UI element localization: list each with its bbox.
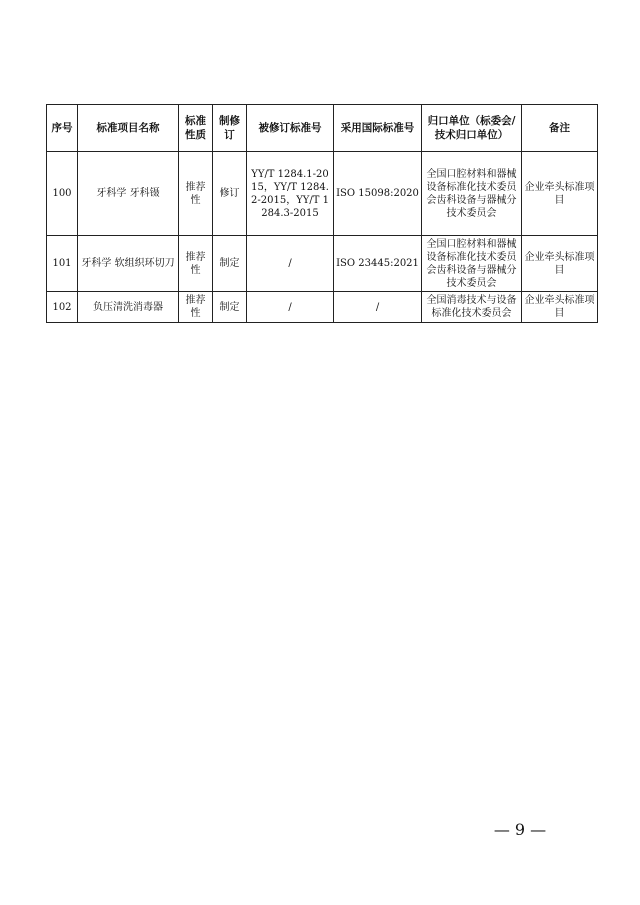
table-header-row xyxy=(47,105,598,152)
table-row xyxy=(47,236,598,292)
header-international-standard: 采用国际标准号 xyxy=(334,105,422,152)
cell-serial-no: 102 xyxy=(47,292,78,323)
cell-revised-standard: / xyxy=(247,236,334,292)
header-standard-nature: 标准性质 xyxy=(179,105,213,152)
cell-note: 企业牵头标准项目 xyxy=(522,236,598,292)
cell-standard-nature: 推荐性 xyxy=(179,236,213,292)
cell-serial-no: 100 xyxy=(47,152,78,236)
header-responsible-unit: 归口单位（标委会/技术归口单位） xyxy=(422,105,522,152)
header-serial-no: 序号 xyxy=(47,105,78,152)
table-row xyxy=(47,152,598,236)
page-number: — 9 — xyxy=(493,820,547,839)
cell-note: 企业牵头标准项目 xyxy=(522,292,598,323)
standards-table xyxy=(46,104,598,323)
cell-responsible-unit: 全国口腔材料和器械设备标准化技术委员会齿科设备与器械分技术委员会 xyxy=(422,152,522,236)
cell-international-standard: ISO 15098:2020 xyxy=(334,152,422,236)
cell-serial-no: 101 xyxy=(47,236,78,292)
cell-responsible-unit: 全国消毒技术与设备标准化技术委员会 xyxy=(422,292,522,323)
cell-international-standard: ISO 23445:2021 xyxy=(334,236,422,292)
cell-revision-type: 制定 xyxy=(213,236,247,292)
cell-revision-type: 制定 xyxy=(213,292,247,323)
header-project-name: 标准项目名称 xyxy=(78,105,179,152)
header-note: 备注 xyxy=(522,105,598,152)
cell-project-name: 负压清洗消毒器 xyxy=(78,292,179,323)
cell-project-name: 牙科学 软组织环切刀 xyxy=(78,236,179,292)
cell-responsible-unit: 全国口腔材料和器械设备标准化技术委员会齿科设备与器械分技术委员会 xyxy=(422,236,522,292)
cell-revised-standard: / xyxy=(247,292,334,323)
cell-international-standard: / xyxy=(334,292,422,323)
cell-revision-type: 修订 xyxy=(213,152,247,236)
table-row xyxy=(47,292,598,323)
cell-note: 企业牵头标准项目 xyxy=(522,152,598,236)
cell-revised-standard: YY/T 1284.1-2015，YY/T 1284.2-2015，YY/T 1284.3-2015 xyxy=(247,152,334,236)
cell-standard-nature: 推荐性 xyxy=(179,152,213,236)
cell-project-name: 牙科学 牙科镊 xyxy=(78,152,179,236)
cell-standard-nature: 推荐性 xyxy=(179,292,213,323)
header-revised-standard: 被修订标准号 xyxy=(247,105,334,152)
header-revision-type: 制修订 xyxy=(213,105,247,152)
